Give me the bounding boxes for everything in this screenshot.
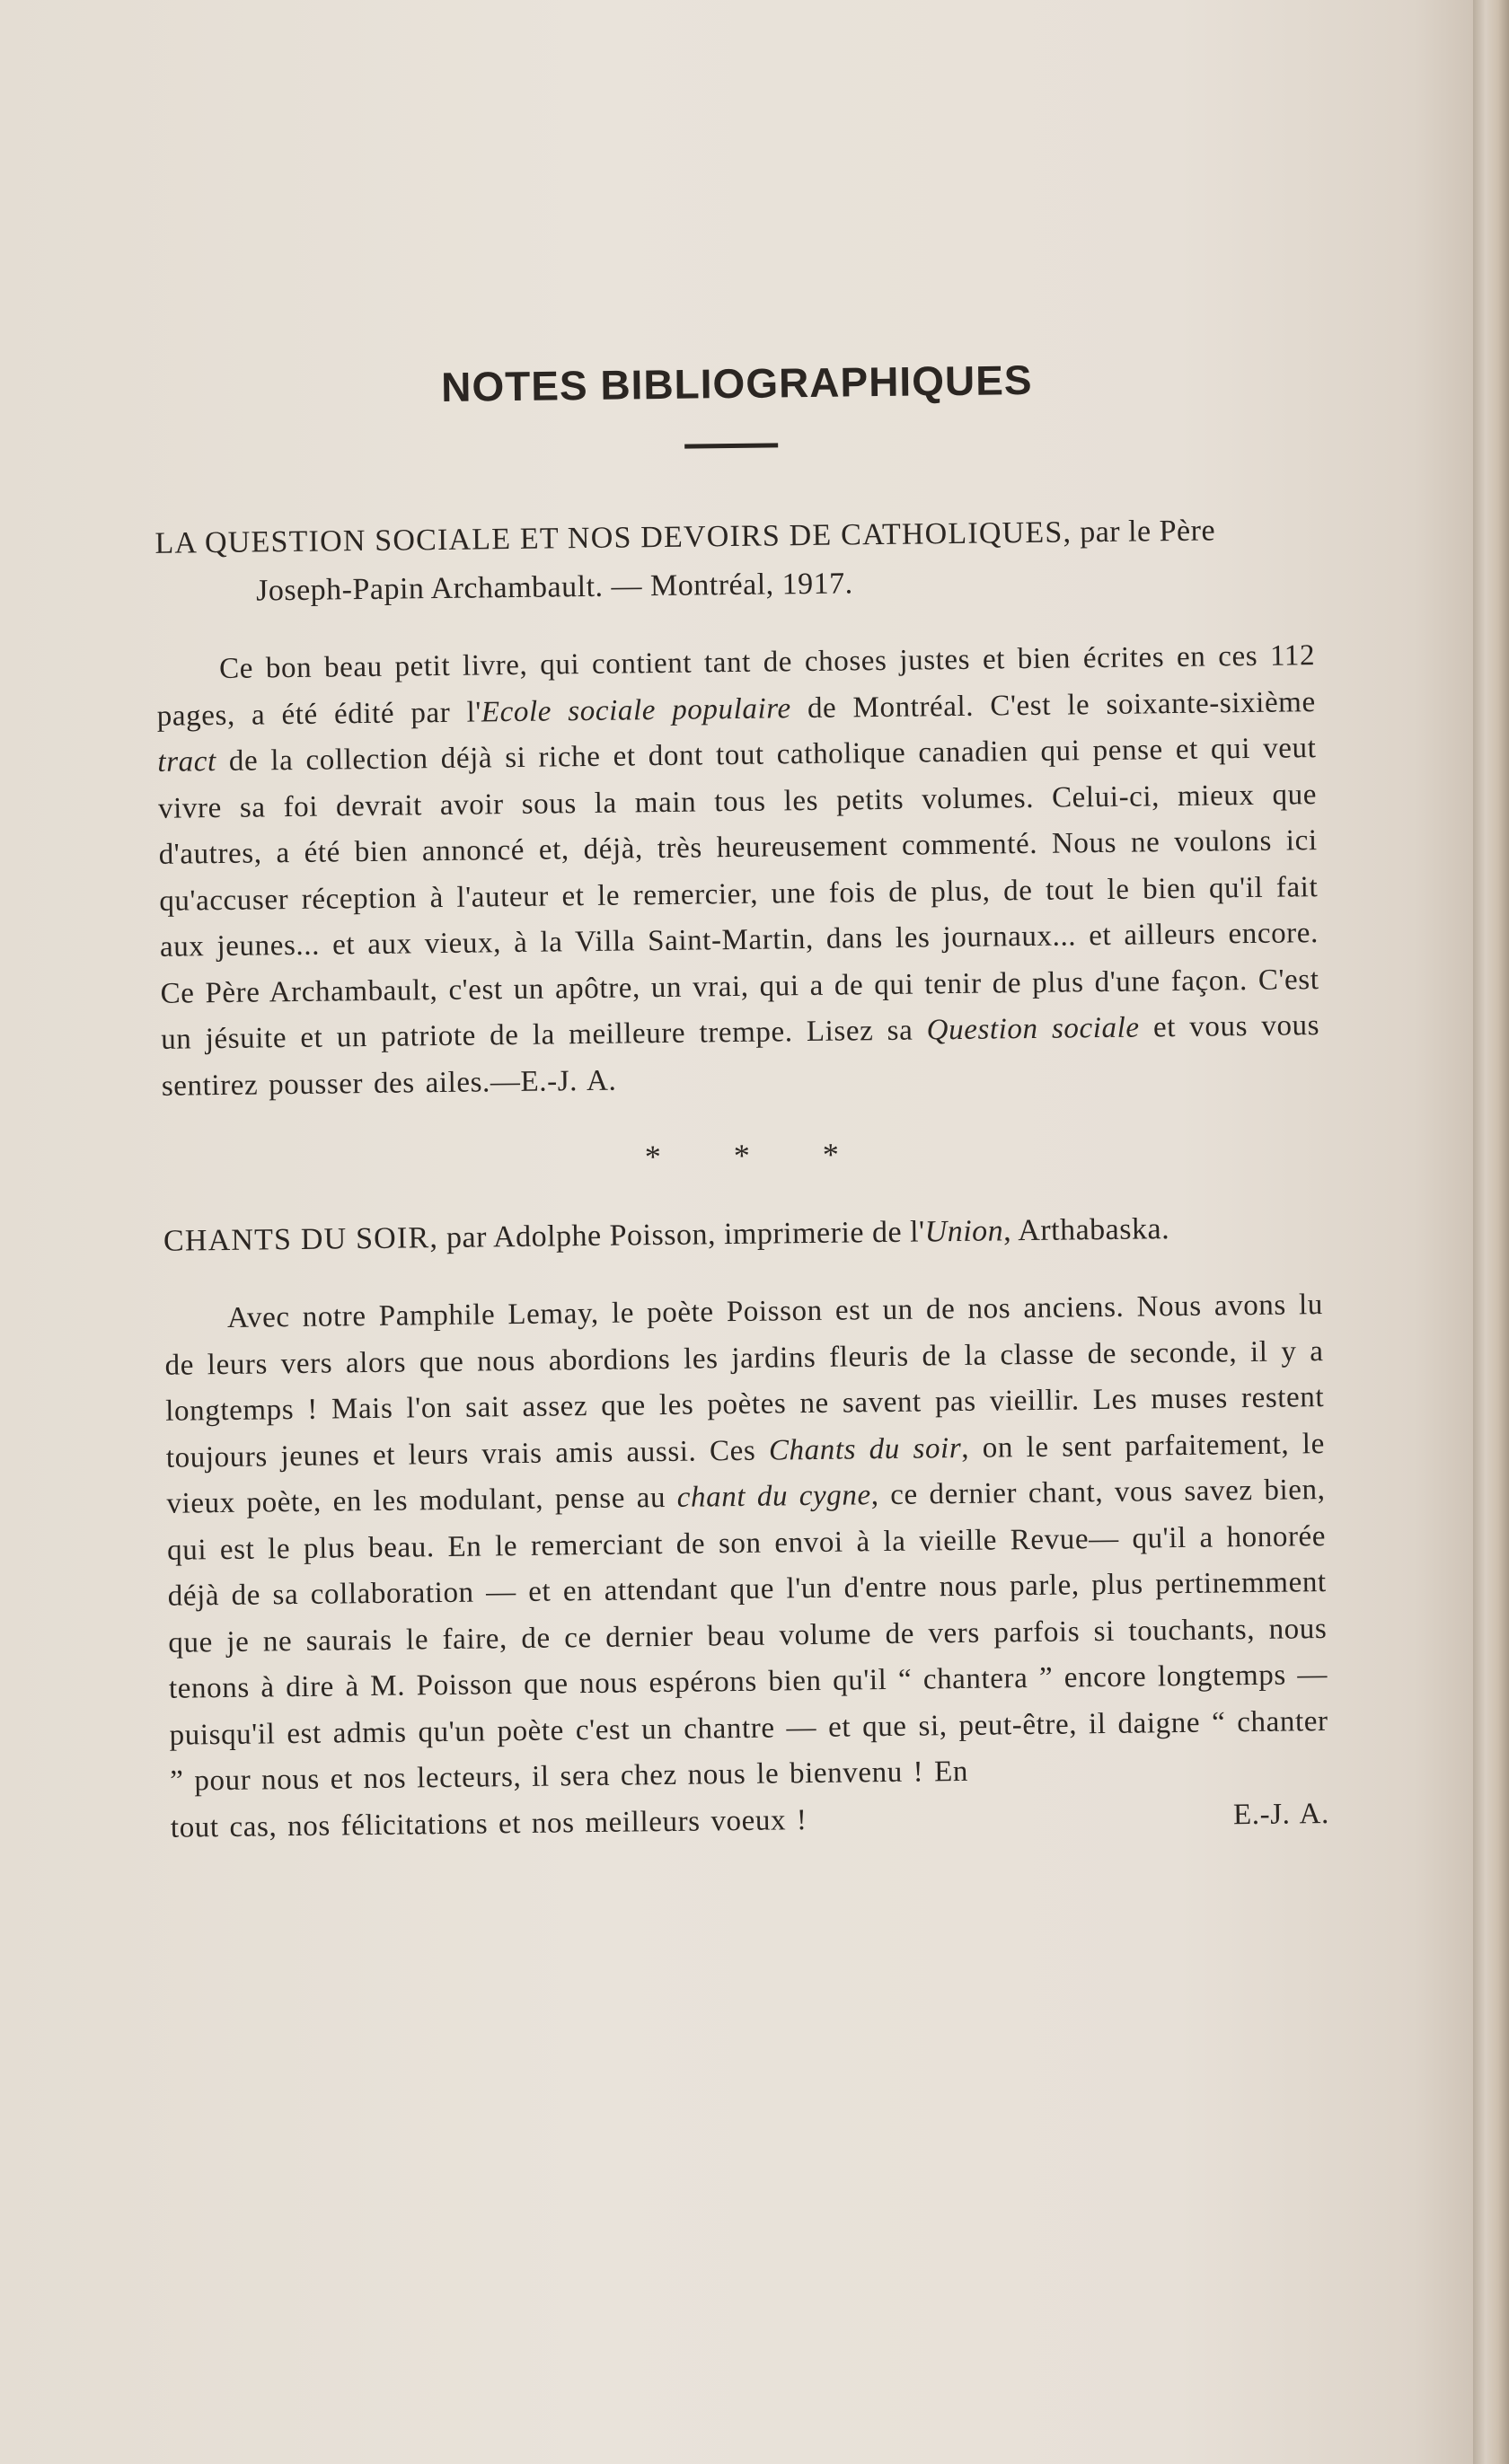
review-1-body: [156, 633, 1320, 1110]
review-2-ref-rest-1: par Adolphe Poisson, imprimerie de l': [437, 1215, 925, 1255]
review-2-italic-2: chant du cygne: [676, 1479, 871, 1514]
review-1-text-3: de la collection déjà si riche et dont tout catholique canadien qui pense et qui veut vivre sa foi devrait avoir sous la main tous les petits volumes. Celui-ci, mieux que d'autres, a été bien annoncé et, déjà, très heureusement commenté. Nous ne voulons ici qu'accuser réception à l'auteur et le remercier, une fois de plus, de tout le bien qu'il fait aux jeunes... et aux vieux, à la Villa Saint-Martin, dans les journaux... et ailleurs encore. Ce Père Archambault, c'est un apôtre, un vrai, qui a de qui tenir de plus d'une façon. C'est un jésuite et un patriote de la meilleure trempe. Lisez sa: [157, 732, 1319, 1056]
review-1-ref-title: LA QUESTION SOCIALE ET NOS DEVOIRS DE CATHOLIQUES,: [154, 515, 1072, 560]
review-1-ref-rest: par le Père Joseph-Papin Archambault. — Montréal, 1917.: [255, 514, 1216, 608]
review-2-signature: E.-J. A.: [1232, 1797, 1330, 1831]
review-1-italic-3: Question sociale: [926, 1011, 1140, 1047]
review-1-text-2: de Montréal. C'est le soixante-sixième: [790, 685, 1316, 725]
review-2-text-2: , on le sent parfaitement, le vieux poète, en les modulant, pense au: [166, 1427, 1326, 1520]
review-1-italic-2: tract: [157, 745, 216, 779]
review-1-italic-1: Ecole sociale populaire: [481, 691, 791, 728]
review-2-last-line: tout cas, nos félicitations et nos meilleurs voeux !: [170, 1803, 807, 1844]
review-1-text-1: Ce bon beau petit livre, qui contient tant de choses justes et bien écrites en ces 112 pages, a été édité par l': [156, 639, 1316, 733]
page-edge: [1473, 0, 1509, 2464]
title-rule: [684, 443, 778, 448]
document-content: [153, 352, 1329, 1852]
section-separator: * * *: [644, 1136, 872, 1175]
review-2-text-1: Avec notre Pamphile Lemay, le poète Poisson est un de nos anciens. Nous avons lu de leurs vers alors que nous abordions les jardins fleuris de la classe de seconde, il y a longtemps ! Mais l'on sait assez que les poètes ne savent pas vieillir. Les muses restent toujours jeunes et leurs vrais amis aussi. Ces: [164, 1289, 1325, 1474]
review-2-text-3: , ce dernier chant, vous savez bien, qui est le plus beau. En le remerciant de son envoi à la vieille Revue— qu'il a honorée déjà de sa collaboration — et en attendant que l'un d'entre nous parle, plus pertinemment que je ne saurais le faire, de ce dernier beau volume de vers parfois si touchants, nous tenons à dire à M. Poisson que nous espérons bien qu'il “ chantera ” encore longtemps — puisqu'il est admis qu'un poète c'est un chantre — et que si, peut-être, il daigne “ chanter ” pour nous et nos lecteurs, il sera chez nous le bienvenu ! En: [166, 1474, 1328, 1798]
review-2-ref-title: CHANTS DU SOIR,: [163, 1221, 439, 1258]
review-2-body: [164, 1282, 1329, 1805]
review-2-italic-1: Chants du soir: [768, 1431, 962, 1467]
review-2-ref-italic: Union: [924, 1214, 1004, 1249]
review-2-ref-rest-2: , Arthabaska.: [1002, 1212, 1170, 1248]
review-1-reference: [154, 506, 1314, 617]
page-title: NOTES BIBLIOGRAPHIQUES: [440, 356, 1033, 410]
review-1-text-4: et vous vous sentirez pousser des ailes.—E.-J. A.: [161, 1009, 1320, 1103]
review-2-reference: [163, 1203, 1323, 1266]
